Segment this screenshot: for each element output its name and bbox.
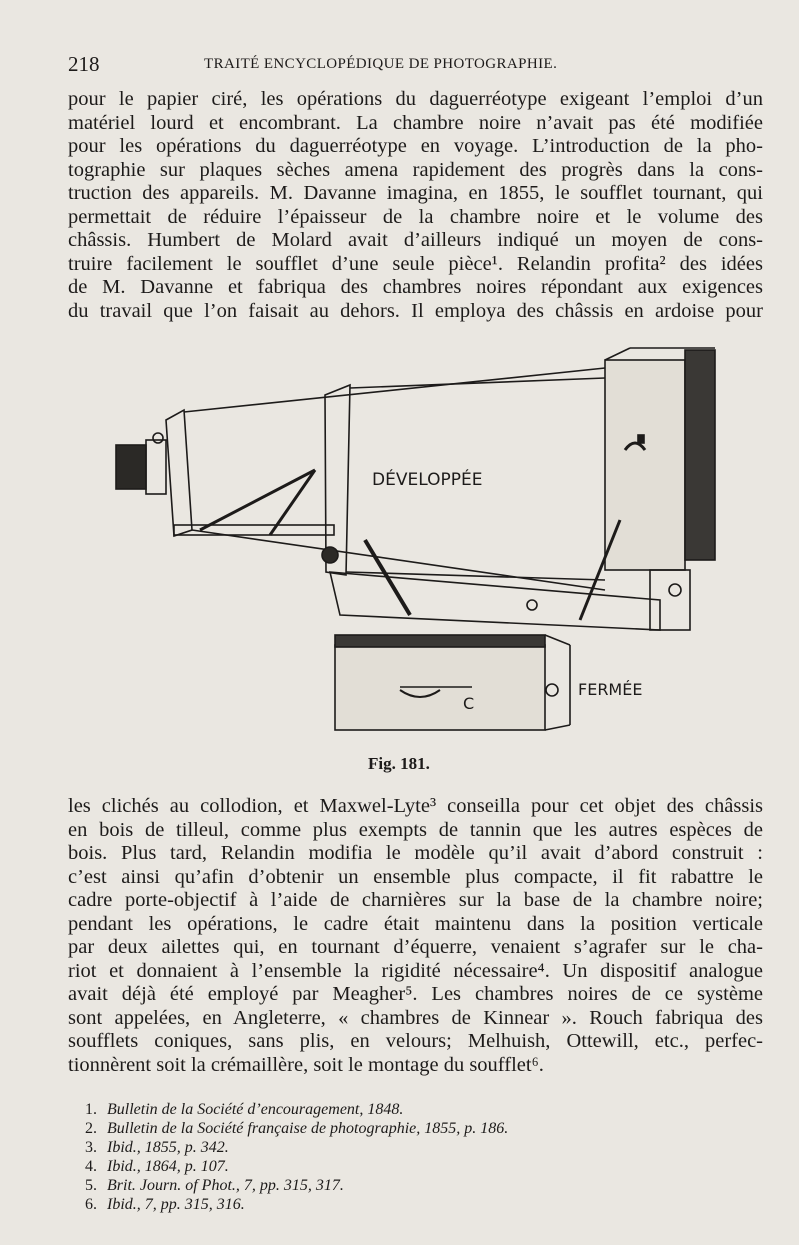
text-line: truction des appareils. M. Davanne imagina, en 1855, le soufflet tournant, qui [68,182,763,204]
label-closed: FERMÉE [578,680,643,699]
base-board [330,572,660,630]
label-open: DÉVELOPPÉE [372,470,483,490]
footnote: 2. Bulletin de la Société française de photographie, 1855, p. 186. [85,1120,509,1137]
text-line: truire facilement le soufflet d’une seule pièce¹. Relandin profita² des idées [68,252,763,275]
text-line: de M. Davanne et fabriqua des chambres noires répondant aux exigences [68,276,763,298]
paragraph-2 [68,795,763,1077]
text-line: avait déjà été employé par Meagher⁵. Les chambres noires de ce système [68,983,763,1005]
footnotes [85,1100,685,1214]
running-title: TRAITÉ ENCYCLOPÉDIQUE DE PHOTOGRAPHIE. [204,56,558,72]
figure-camera-illustration [100,340,730,740]
text-line: riot et donnaient à l’ensemble la rigidité nécessaire⁴. Un dispositif analogue [68,959,763,982]
footnote: 1. Bulletin de la Société d’encouragement, 1848. [85,1101,404,1118]
page-header [68,52,748,78]
text-line: permettait de réduire l’épaisseur de la chambre noire et le volume des [68,205,763,228]
text-line: cadre porte-objectif à l’aide de charnières sur la base de la chambre noire; [68,889,763,911]
text-line: soufflets coniques, sans plis, en velours; Melhuish, Ottewill, etc., perfec- [68,1030,763,1052]
footnote: 4. Ibid., 1864, p. 107. [85,1158,229,1175]
footnote: 3. Ibid., 1855, p. 342. [85,1139,229,1156]
figure-caption: Fig. 181. [368,754,430,773]
page-number: 218 [68,52,100,76]
lens-ring [146,440,166,494]
rear-box [605,360,685,570]
paragraph-1 [68,88,763,323]
text-line: en bois de tilleul, comme plus exempts de tannin que les autres espèces de [68,818,763,841]
text-line: châssis. Humbert de Molard avait d’ailleurs indiqué un moyen de cons- [68,229,763,251]
text-line: sont appelées, en Angleterre, « chambres de Kinnear ». Rouch fabriqua des [68,1006,763,1029]
text-line: pendant les opérations, le cadre était maintenu dans la position verticale [68,912,763,935]
text-line: pour les opérations du daguerréotype en voyage. L’introduction de la pho- [68,135,763,157]
front-rail [174,525,334,535]
text-line: du travail que l’on faisait au dehors. Il employa des châssis en ardoise pour [68,299,763,322]
text-line: c’est ainsi qu’afin d’obtenir un ensemble plus compacte, il fit rabattre le [68,865,763,888]
lens-barrel [116,445,146,489]
text-line: pour le papier ciré, les opérations du daguerréotype exigeant l’emploi d’un [68,88,763,110]
ground-glass-frame [685,350,715,560]
text-line: bois. Plus tard, Relandin modifia le modèle qu’il avait d’abord construit : [68,842,763,864]
label-c: C [463,694,475,713]
text-line: par deux ailettes qui, en tournant d’équerre, venaient s’agrafer sur le cha- [68,936,763,958]
camera-drawing [100,340,730,740]
footnote: 5. Brit. Journ. of Phot., 7, pp. 315, 317. [85,1177,344,1194]
front-standard [166,410,192,536]
text-line: tographie sur plaques sèches amena rapidement des progrès dans la cons- [68,158,763,181]
text-line: matériel lourd et encombrant. La chambre noire n’avait pas été modifiée [68,111,763,134]
footnote: 6. Ibid., 7, pp. 315, 316. [85,1196,245,1213]
text-line: les clichés au collodion, et Maxwel-Lyte³ conseilla pour cet objet des châssis [68,795,763,817]
text-line: tionnèrent soit la crémaillère, soit le montage du soufflet⁶. [68,1053,544,1076]
lens-knob [153,433,163,443]
